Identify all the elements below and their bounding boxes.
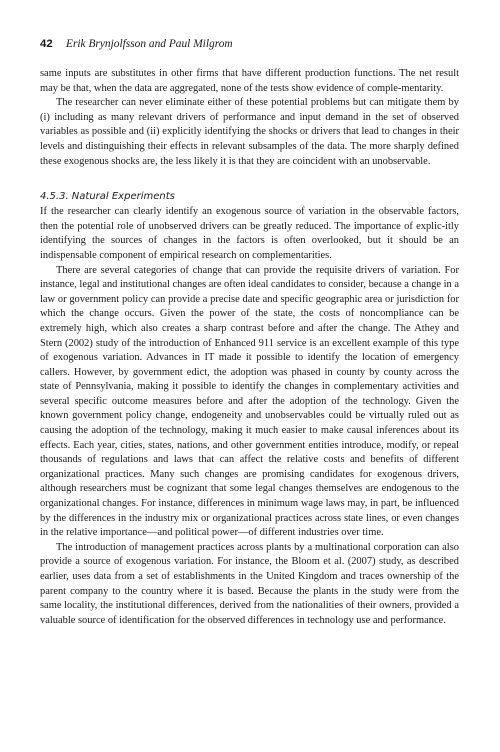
paragraph-continuation: same inputs are substitutes in other firms that have different production functions. The net result may be that, when the data are aggregated, none of the tests show evidence of comple-mentarity.: [40, 68, 459, 94]
book-page: [40, 38, 459, 628]
section-heading: 4.5.3. Natural Experiments: [40, 191, 175, 203]
paragraph-natural-experiments-intro: If the researcher can clearly identify an exogenous source of variation in the observable factors, then the potential role of unobserved drivers can be greatly reduced. The importance of explic-itly identifying the sources of changes in the factors is often overlooked, but it should be an indispensable component of empirical research on complementarities.: [40, 206, 459, 261]
running-head-authors: Erik Brynjolfsson and Paul Milgrom: [66, 38, 233, 50]
paragraph-mitigation: The researcher can never eliminate either of these potential problems but can mitigate them by (i) including as many relevant drivers of performance and input demand in the set of observed variables as possible and (ii) explicitly identifying the shocks or drivers that lead to changes in their levels and distinguishing their effects in relevant subsamples of the data. The more sharply defined these exogenous shocks are, the less likely it is that they are coincident with an unobservable.: [40, 97, 459, 167]
running-head: [40, 38, 459, 54]
paragraph-categories-of-change: There are several categories of change that can provide the requisite drivers of variation. For instance, legal and institutional changes are often ideal candidates to consider, because a change in a law or government policy can provide a precise date and specific geographic area or jurisdiction for which the change occurs. Given the power of the state, the costs of noncompliance can be extremely high, which also creates a sharp contrast before and after the change. The Athey and Stern (2002) study of the introduction of Enhanced 911 service is an excellent example of this type of exogenous variation. Advances in IT made it possible to identify the location of emergency callers. However, by government edict, the adoption was phased in county by county across the state of Pennsylvania, making it possible to identify the changes in complementary activities and several specific outcome measures before and after the adoption of the technology. Given the known government policy change, endogeneity and unobservables could be virtually ruled out as causing the adoption of the technology, making it much easier to make causal inferences about its effects. Each year, cities, states, nations, and other government entities introduce, modify, or repeal thousands of regulations and laws that can affect the relative costs and benefits of different organizational practices. Many such changes are promising candidates for exogenous drivers, although researchers must be cognizant that some legal changes themselves are endogenous to the organizational changes. For instance, differences in minimum wage laws may, in part, be influenced by the differences in the industry mix or organizational practices across state lines, or even changes in the relative importance—and political power—of different industries over time.: [40, 264, 459, 539]
page-number: 42: [40, 38, 53, 50]
paragraph-management-practices: The introduction of management practices across plants by a multinational corporation can also provide a source of exogenous variation. For instance, the Bloom et al. (2007) study, as described earlier, uses data from a set of establishments in the United Kingdom and traces ownership of the parent company to the country where it is based. Because the plants in the study were from the same locality, the institutional differences, derived from the nationalities of their owners, provided a valuable source of identification for the observed differences in technology use and performance.: [40, 541, 459, 626]
